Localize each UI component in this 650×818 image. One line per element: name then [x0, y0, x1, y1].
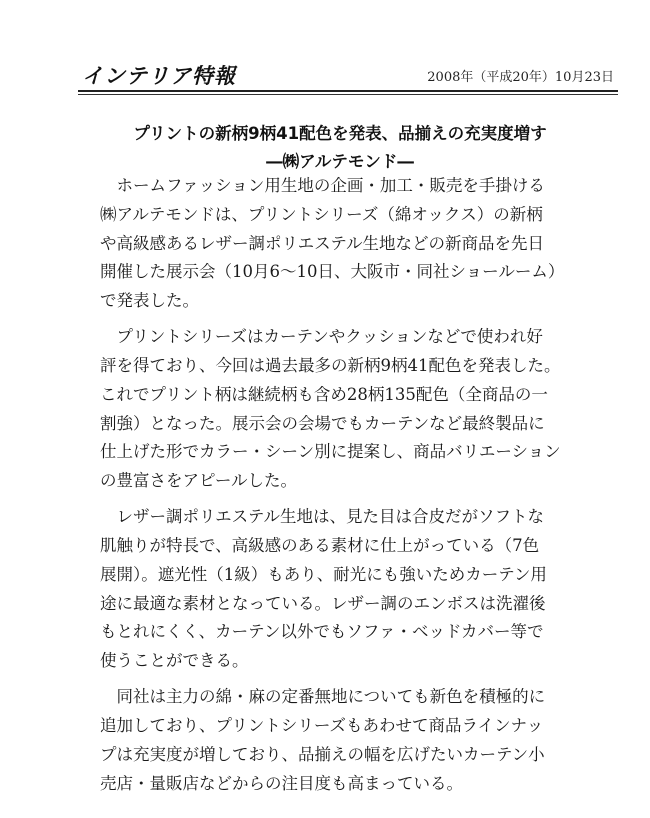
article-line: 売店・量販店などからの注目度も高まっている。: [100, 773, 463, 793]
article-body: [100, 172, 572, 805]
article-paragraph: [100, 172, 572, 316]
headline: [80, 120, 600, 176]
article-line: 評を得ており、今回は過去最多の新柄9柄41配色を発表した。: [100, 355, 561, 375]
article-line: で発表した。: [100, 291, 199, 311]
article-line: 同社は主力の綿・麻の定番無地についても新色を積極的に: [100, 687, 546, 707]
article-line: もとれにくく、カーテン以外でもソファ・ベッドカバー等で: [100, 622, 544, 642]
masthead: [78, 58, 618, 92]
article-paragraph: [100, 323, 572, 496]
article-line: プは充実度が増しており、品揃えの幅を広げたいカーテン小: [100, 744, 545, 764]
article-line: 仕上げた形でカラー・シーン別に提案し、商品バリエーション: [100, 442, 561, 462]
article-line: の豊富さをアピールした。: [100, 471, 298, 491]
article-line: や高級感あるレザー調ポリエステル生地などの新商品を先日: [100, 233, 545, 253]
article-line: ホームファッション用生地の企画・加工・販売を手掛ける: [100, 176, 545, 195]
section-title: インテリア特報: [82, 64, 236, 88]
article-line: プリントシリーズはカーテンやクッションなどで使われ好: [100, 327, 543, 347]
article-line: レザー調ポリエステル生地は、見た目は合皮だがソフトな: [100, 507, 545, 527]
headline-title: プリントの新柄9柄41配色を発表、品揃えの充実度増す: [133, 124, 547, 143]
article-line: 開催した展示会（10月6〜10日、大阪市・同社ショールーム）: [100, 262, 565, 282]
article-line: 割強）となった。展示会の会場でもカーテンなど最終製品に: [100, 413, 545, 433]
article-paragraph: [100, 503, 572, 676]
article-line: 肌触りが特長で、高級感のある素材に仕上がっている（7色: [100, 535, 540, 555]
article-line: 使うことができる。: [100, 651, 249, 671]
headline-company: ―㈱アルテモンド―: [266, 152, 414, 171]
issue-date: 2008年（平成20年）10月23日: [427, 70, 614, 85]
article-paragraph: [100, 683, 572, 798]
article-line: 追加しており、プリントシリーズもあわせて商品ラインナッ: [100, 715, 544, 735]
article-line: これでプリント柄は継続柄も含め28柄135配色（全商品の一: [100, 384, 548, 404]
article-line: 展開）。遮光性（1級）もあり、耐光にも強いためカーテン用: [100, 564, 547, 584]
article-line: 途に最適な素材となっている。レザー調のエンボスは洗濯後: [100, 593, 546, 613]
masthead-rule-thick: [78, 90, 618, 92]
masthead-rule-thin: [78, 94, 618, 95]
article-line: ㈱アルテモンドは、プリントシリーズ（綿オックス）の新柄: [100, 204, 543, 224]
